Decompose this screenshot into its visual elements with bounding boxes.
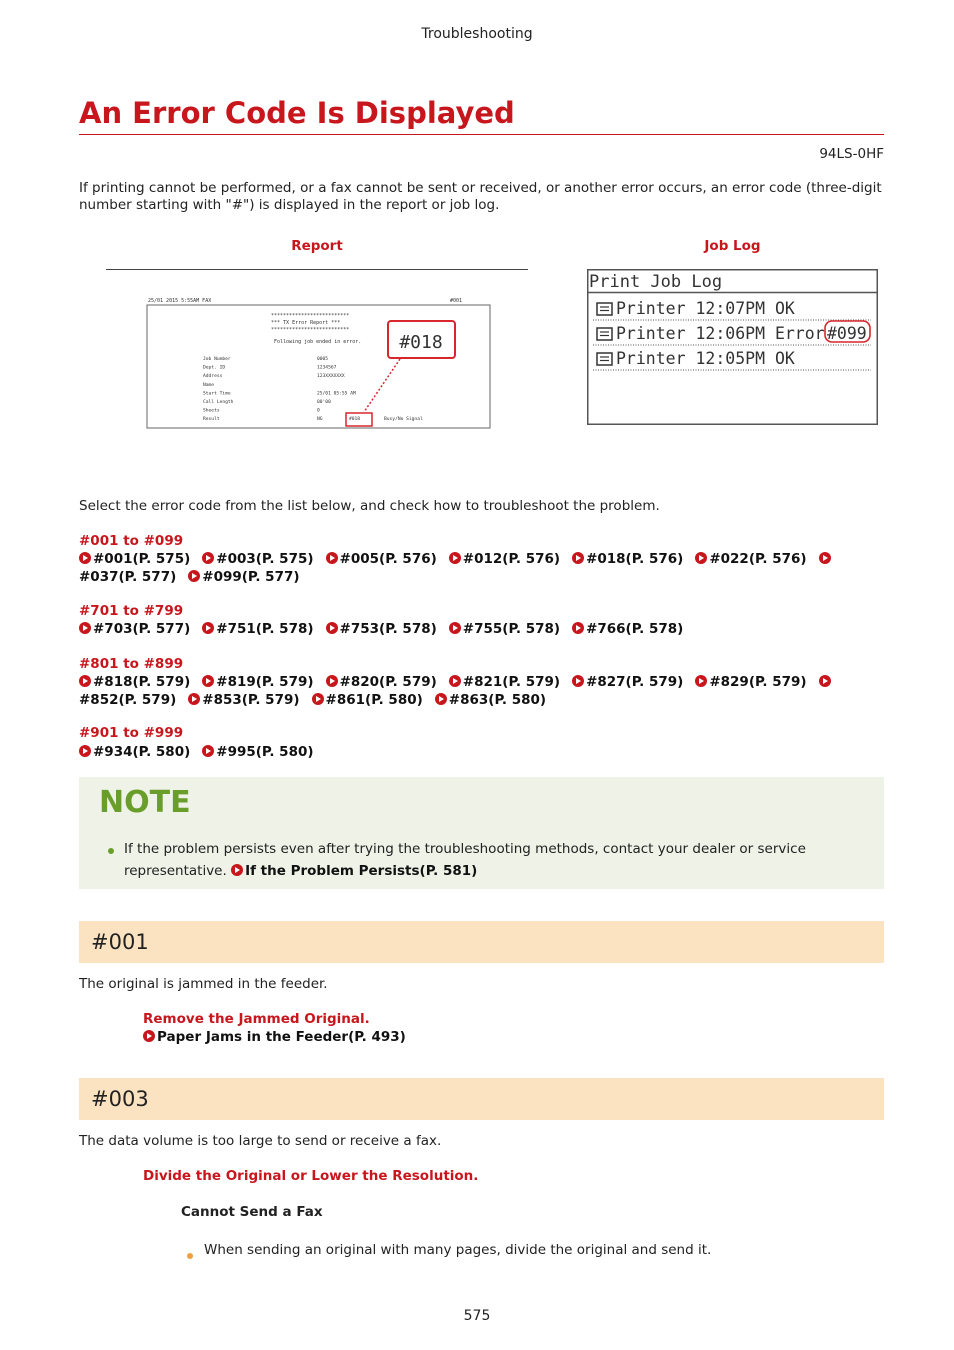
code-link[interactable]: #751(P. 578): [202, 621, 313, 637]
code-link[interactable]: #853(P. 579): [188, 692, 299, 708]
document-id: 94LS-0HF: [819, 146, 884, 162]
report-row-key: Job Number: [203, 357, 231, 362]
running-header: Troubleshooting: [421, 26, 533, 42]
code-link[interactable]: #022(P. 576): [695, 551, 806, 567]
report-row-value: 25/01 05:55 AM: [317, 391, 356, 397]
group-heading-901-999: #901 to #999: [79, 725, 184, 741]
arrow-right-icon: [449, 622, 461, 634]
code-link[interactable]: #012(P. 576): [449, 551, 560, 567]
code-link[interactable]: #703(P. 577): [79, 621, 190, 637]
report-row-value: 1234567: [317, 365, 337, 371]
report-row-value: NG: [317, 417, 323, 423]
joblog-entry-text: Printer 12:06PM Error: [616, 324, 825, 343]
arrow-right-icon: [819, 552, 831, 564]
code-link[interactable]: #818(P. 579): [79, 674, 190, 690]
arrow-right-icon: [572, 675, 584, 687]
group-links-801-899: [79, 673, 899, 709]
intro-paragraph: If printing cannot be performed, or a fax cannot be sent or received, or another error occurs, an error code (three-digit number starting with "#") is displayed in the report or job log.: [79, 180, 882, 213]
note-text-block: [124, 838, 844, 882]
report-figure-label: Report: [291, 238, 343, 254]
code-link[interactable]: #819(P. 579): [202, 674, 313, 690]
paper-jams-link[interactable]: Paper Jams in the Feeder(P. 493): [143, 1029, 406, 1045]
report-row-key: Sheets: [203, 408, 220, 414]
section-action-001: Remove the Jammed Original.: [143, 1011, 370, 1027]
note-title: NOTE: [99, 785, 191, 820]
arrow-right-icon: [79, 675, 91, 687]
arrow-right-icon: [449, 675, 461, 687]
report-header-page: #001: [450, 298, 463, 304]
section-subheading-003: Cannot Send a Fax: [181, 1204, 323, 1220]
select-instruction: Select the error code from the list below, and check how to troubleshoot the problem.: [79, 498, 660, 514]
report-title: *** TX Error Report ***: [271, 320, 341, 326]
arrow-right-icon: [79, 745, 91, 757]
arrow-right-icon: [79, 552, 91, 564]
code-link[interactable]: #829(P. 579): [695, 674, 806, 690]
report-row-value: 00'00: [317, 400, 331, 405]
code-link[interactable]: #861(P. 580): [312, 692, 423, 708]
arrow-right-icon: [202, 675, 214, 687]
section-bullet-003: When sending an original with many pages, divide the original and send it.: [204, 1242, 712, 1258]
code-link[interactable]: #099(P. 577): [188, 569, 299, 585]
arrow-right-icon: [572, 622, 584, 634]
arrow-right-icon: [188, 570, 200, 582]
arrow-right-icon: [79, 622, 91, 634]
report-callout-code: #018: [399, 332, 443, 353]
arrow-right-icon: [312, 693, 324, 705]
arrow-right-icon: [695, 675, 707, 687]
note-bullet-icon: [108, 842, 114, 858]
page-title: An Error Code Is Displayed: [79, 96, 515, 130]
report-stars-top: **************************: [271, 313, 350, 319]
arrow-right-icon: [231, 864, 243, 876]
code-link[interactable]: [819, 551, 833, 567]
report-row-key: Name: [203, 382, 215, 388]
code-link[interactable]: [819, 674, 833, 690]
code-link[interactable]: #037(P. 577): [79, 569, 177, 585]
joblog-entry-text: Printer 12:07PM OK: [616, 299, 795, 318]
code-link[interactable]: #005(P. 576): [326, 551, 437, 567]
group-links-901-999: [79, 743, 899, 761]
report-row-value: 123XXXXXXX: [317, 374, 345, 380]
code-link[interactable]: #821(P. 579): [449, 674, 560, 690]
arrow-right-icon: [695, 552, 707, 564]
code-link[interactable]: #018(P. 576): [572, 551, 683, 567]
section-band-003: [79, 1078, 884, 1120]
arrow-right-icon: [188, 693, 200, 705]
code-link[interactable]: #755(P. 578): [449, 621, 560, 637]
group-heading-701-799: #701 to #799: [79, 603, 184, 619]
group-links-701-799: [79, 620, 899, 638]
arrow-right-icon: [326, 675, 338, 687]
arrow-right-icon: [202, 552, 214, 564]
code-link[interactable]: #003(P. 575): [202, 551, 313, 567]
code-link[interactable]: #766(P. 578): [572, 621, 683, 637]
report-image: [106, 269, 528, 455]
arrow-right-icon: [143, 1030, 155, 1042]
joblog-figure-label: Job Log: [704, 238, 761, 254]
arrow-right-icon: [819, 675, 831, 687]
code-link[interactable]: #995(P. 580): [202, 744, 313, 760]
report-stars-bottom: **************************: [271, 327, 350, 333]
section-link-001-wrap: [143, 1029, 406, 1045]
report-row-key: Call Length: [203, 400, 234, 405]
arrow-right-icon: [326, 552, 338, 564]
report-header-date: 25/01 2015 5:55AM FAX: [148, 298, 212, 304]
code-link[interactable]: #753(P. 578): [326, 621, 437, 637]
report-row-value: 0: [317, 408, 320, 414]
group-heading-001-099: #001 to #099: [79, 533, 184, 549]
section-band-001: [79, 921, 884, 963]
code-link[interactable]: #001(P. 575): [79, 551, 190, 567]
section-desc-003: The data volume is too large to send or receive a fax.: [79, 1133, 442, 1149]
code-link[interactable]: #852(P. 579): [79, 692, 177, 708]
joblog-entry-code: #099: [827, 324, 867, 343]
report-row-key: Start Time: [203, 391, 231, 397]
report-row-key: Address: [203, 374, 223, 380]
arrow-right-icon: [326, 622, 338, 634]
group-heading-801-899: #801 to #899: [79, 656, 184, 672]
section-action-003: Divide the Original or Lower the Resolution.: [143, 1168, 479, 1184]
code-link[interactable]: #820(P. 579): [326, 674, 437, 690]
code-link[interactable]: #934(P. 580): [79, 744, 190, 760]
title-divider: [79, 134, 884, 135]
report-row-key: Result: [203, 417, 220, 423]
section-desc-001: The original is jammed in the feeder.: [79, 976, 328, 992]
group-links-001-099: [79, 550, 899, 586]
arrow-right-icon: [202, 745, 214, 757]
report-row-value: 0005: [317, 357, 329, 362]
note-text: If the problem persists even after trying the troubleshooting methods, contact your dealer or service representative.: [124, 841, 806, 879]
code-link[interactable]: #863(P. 580): [435, 692, 546, 708]
arrow-right-icon: [572, 552, 584, 564]
bullet-icon: [187, 1247, 193, 1263]
report-row-key: Dept. ID: [203, 365, 226, 371]
arrow-right-icon: [202, 622, 214, 634]
code-link[interactable]: #827(P. 579): [572, 674, 683, 690]
joblog-entry-text: Printer 12:05PM OK: [616, 349, 795, 368]
joblog-image: [587, 269, 878, 425]
note-link[interactable]: If the Problem Persists(P. 581): [231, 863, 477, 879]
arrow-right-icon: [435, 693, 447, 705]
page-number: 575: [463, 1308, 491, 1324]
arrow-right-icon: [449, 552, 461, 564]
section-heading-001: #001: [91, 930, 149, 954]
report-row-code: #018: [349, 417, 361, 423]
joblog-title: Print Job Log: [589, 272, 723, 292]
section-heading-003: #003: [91, 1087, 149, 1111]
report-following: Following job ended in error.: [274, 339, 362, 345]
report-row-extra: Busy/No Signal: [384, 417, 423, 423]
